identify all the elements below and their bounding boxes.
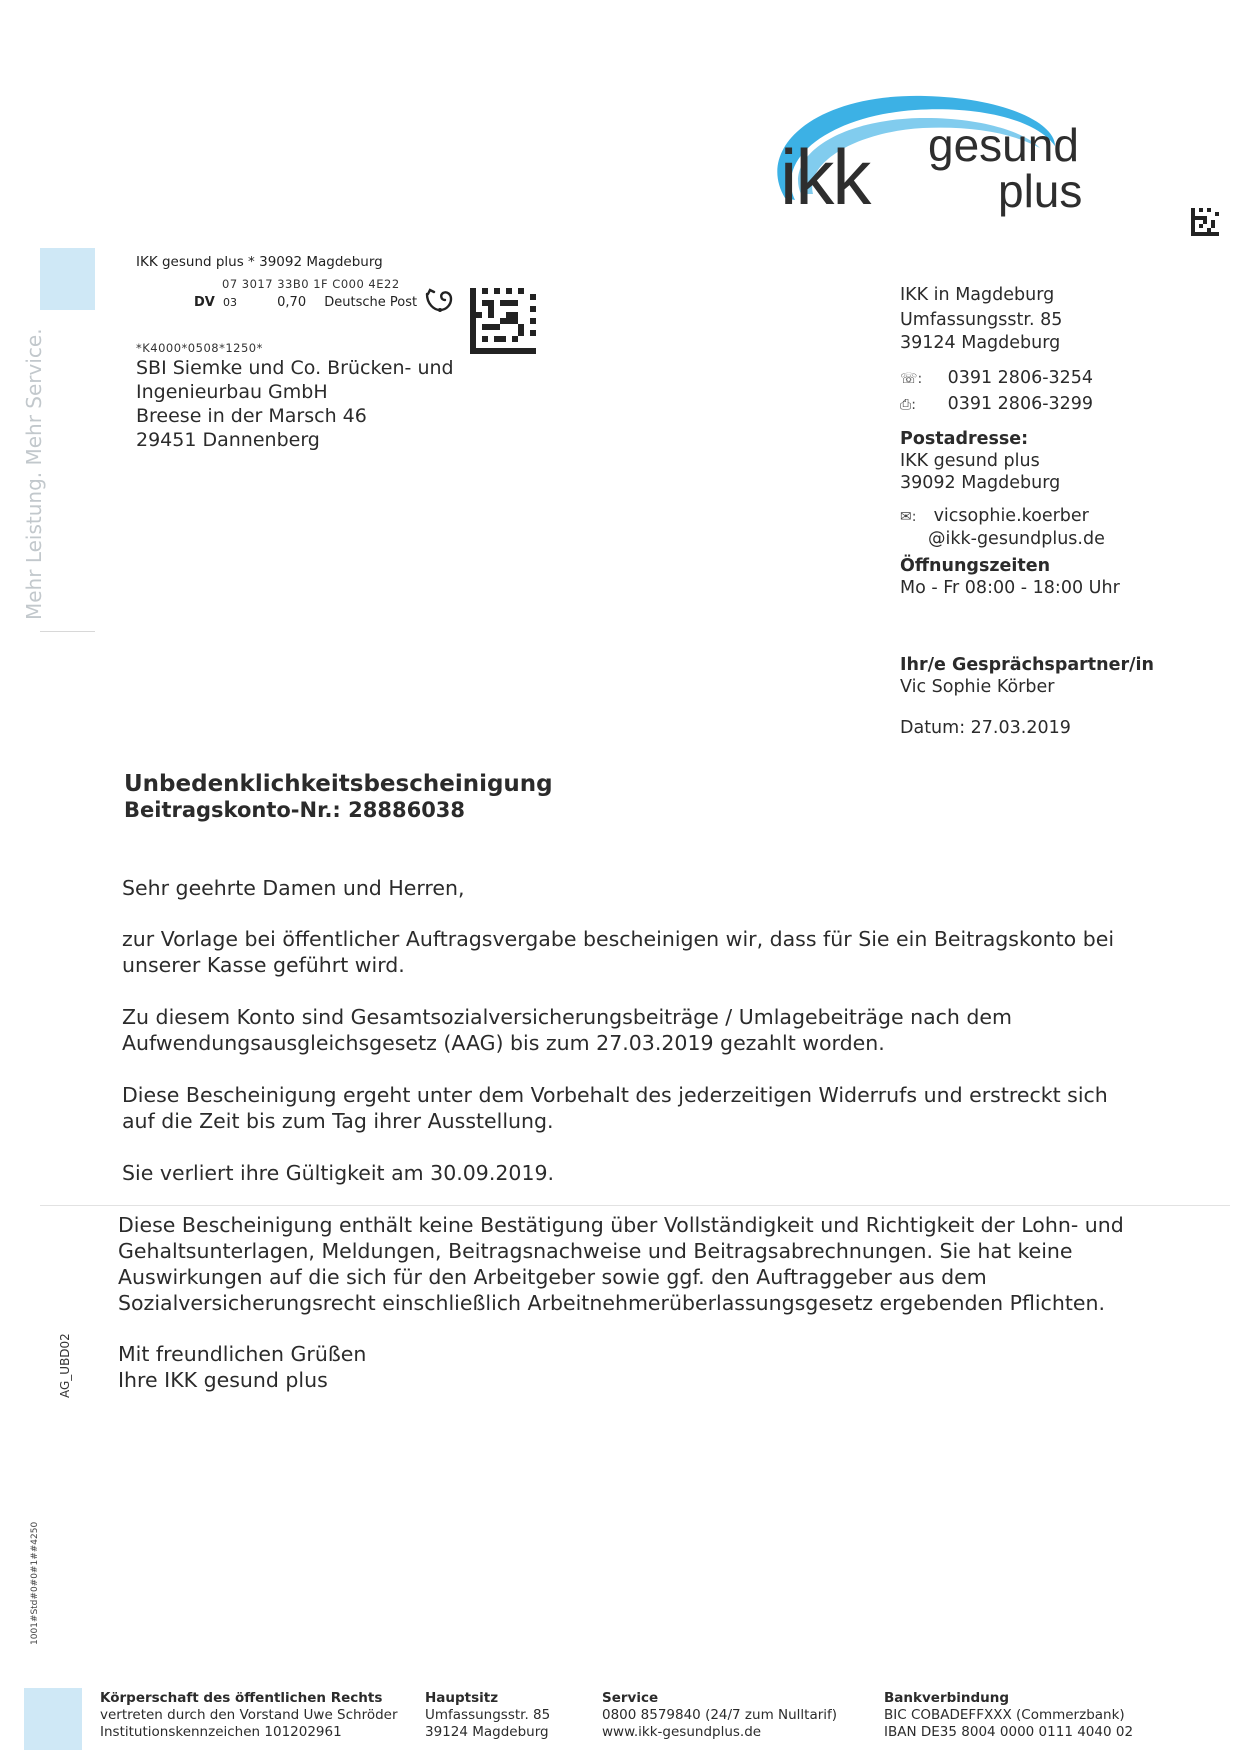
recipient-line: Ingenieurbau GmbH — [136, 381, 328, 403]
recipient-address — [136, 356, 454, 452]
fax-number: 0391 2806-3299 — [947, 394, 1094, 414]
footer-hq-line: Umfassungsstr. 85 — [425, 1707, 551, 1723]
email-icon: ✉: — [900, 509, 917, 525]
footer-website-link[interactable]: www.ikk-gesundplus.de — [602, 1724, 762, 1740]
franking-amount: 0,70 — [277, 295, 307, 310]
paragraph-line: Diese Bescheinigung enthält keine Bestätigung über Vollständigkeit und Richtigkeit der Lohn- und — [118, 1213, 1124, 1237]
sidebar-accent-box — [40, 248, 95, 310]
paragraph-line: Zu diesem Konto sind Gesamtsozialversicherungsbeiträge / Umlagebeiträge nach dem — [122, 1005, 1013, 1029]
franking-dv: DV — [194, 295, 215, 310]
paragraph-line: Auswirkungen auf die sich für den Arbeitgeber sowie ggf. den Auftraggeber aus dem — [118, 1265, 987, 1289]
footer-legal — [100, 1690, 398, 1741]
footer-hq-heading: Hauptsitz — [425, 1690, 499, 1706]
posthorn-icon — [424, 288, 454, 314]
email-user[interactable]: vicsophie.koerber — [933, 506, 1089, 526]
recipient-line: 29451 Dannenberg — [136, 429, 320, 451]
footer-bank-heading: Bankverbindung — [884, 1690, 1010, 1706]
footer-bank-iban: IBAN DE35 8004 0000 0111 4040 02 — [884, 1724, 1134, 1740]
closing-signature: Ihre IKK gesund plus — [118, 1368, 328, 1392]
email-row — [900, 505, 1089, 528]
footer-service — [602, 1690, 837, 1741]
postal-label-text: Postadresse: — [900, 429, 1029, 449]
hours-label — [900, 555, 1050, 577]
fax-row — [900, 393, 1093, 416]
fold-divider — [40, 1205, 1230, 1206]
document-code: 1001#Std#0#0#1##4250 — [30, 1521, 40, 1645]
footer-headquarters — [425, 1690, 550, 1741]
postal-name: IKK gesund plus — [900, 451, 1040, 471]
paragraph-1 — [122, 926, 1132, 978]
recipient-line: Breese in der Marsch 46 — [136, 405, 367, 427]
paragraph-3 — [122, 1082, 1132, 1134]
letter-date: Datum: 27.03.2019 — [900, 718, 1071, 738]
paragraph-2 — [122, 1004, 1132, 1056]
salutation: Sehr geehrte Damen und Herren, — [122, 876, 465, 900]
paragraph-4: Sie verliert ihre Gültigkeit am 30.09.2019. — [122, 1161, 555, 1185]
paragraph-line: Gehaltsunterlagen, Meldungen, Beitragsnachweise und Beitragsabrechnungen. Sie hat keine — [118, 1239, 1073, 1263]
email-domain[interactable]: @ikk-gesundplus.de — [928, 529, 1105, 549]
subject-title: Unbedenklichkeitsbescheinigung — [124, 771, 553, 797]
footer-service-phone[interactable]: 0800 8579840 (24/7 zum Nulltarif) — [602, 1707, 838, 1723]
postal-label — [900, 428, 1028, 450]
paragraph-line: auf die Zeit bis zum Tag ihrer Ausstellung. — [122, 1109, 554, 1133]
account-number: Beitragskonto-Nr.: 28886038 — [124, 798, 466, 822]
paragraph-line: zur Vorlage bei öffentlicher Auftragsvergabe bescheinigen wir, dass für Sie ein Beitragskonto bei — [122, 927, 1115, 951]
franking-carrier: Deutsche Post — [324, 295, 418, 310]
footer-legal-heading: Körperschaft des öffentlichen Rechts — [100, 1690, 383, 1706]
footer-legal-line: vertreten durch den Vorstand Uwe Schröder — [100, 1707, 398, 1723]
form-code: AG_UBD02 — [58, 1333, 72, 1398]
phone-number[interactable]: 0391 2806-3254 — [947, 368, 1094, 388]
footer-legal-line: Institutionskennzeichen 101202961 — [100, 1724, 342, 1740]
franking-dv-number: 03 — [223, 296, 237, 309]
phone-icon: ☏: — [900, 371, 923, 387]
footer-bank-bic: BIC COBADEFFXXX (Commerzbank) — [884, 1707, 1125, 1723]
paragraph-line: unserer Kasse geführt wird. — [122, 953, 405, 977]
closing-greeting: Mit freundlichen Grüßen — [118, 1342, 367, 1366]
hours-label-text: Öffnungszeiten — [900, 556, 1051, 576]
footer-accent-box — [24, 1688, 82, 1750]
office-city: 39124 Magdeburg — [900, 333, 1061, 353]
recipient-line: SBI Siemke und Co. Brücken- und — [136, 357, 454, 379]
logo-ikk-text: ikk — [780, 133, 870, 221]
recipient-code: *K4000*0508*1250* — [136, 341, 263, 355]
franking-code: 07 3017 33B0 1F C000 4E22 — [222, 277, 400, 291]
franking-datamatrix-icon — [470, 288, 536, 354]
fax-icon: ⎙: — [900, 397, 916, 413]
opening-hours: Mo - Fr 08:00 - 18:00 Uhr — [900, 578, 1120, 598]
logo-gesund-text: gesund — [928, 119, 1079, 171]
partner-label-text: Ihr/e Gesprächspartner/in — [900, 655, 1154, 675]
sender-line: IKK gesund plus * 39092 Magdeburg — [136, 254, 383, 270]
paragraph-line: Diese Bescheinigung ergeht unter dem Vorbehalt des jederzeitigen Widerrufs und erstreckt sich — [122, 1083, 1108, 1107]
franking-line — [194, 295, 417, 310]
paragraph-line: Aufwendungsausgleichsgesetz (AAG) bis zum 27.03.2019 gezahlt worden. — [122, 1031, 885, 1055]
footer-bank — [884, 1690, 1133, 1741]
partner-label — [900, 654, 1154, 676]
sidebar-slogan: Mehr Leistung. Mehr Service. — [22, 328, 46, 620]
logo-plus-text: plus — [998, 165, 1083, 217]
footer-hq-line: 39124 Magdeburg — [425, 1724, 549, 1740]
postal-city: 39092 Magdeburg — [900, 473, 1061, 493]
partner-name: Vic Sophie Körber — [900, 677, 1055, 697]
datamatrix-code-icon — [1191, 208, 1219, 236]
paragraph-line: Sozialversicherungsrecht einschließlich Arbeitnehmerüberlassungsgesetz ergebenden Pflichten. — [118, 1291, 1105, 1315]
phone-row — [900, 367, 1093, 390]
footer-service-heading: Service — [602, 1690, 659, 1706]
office-name: IKK in Magdeburg — [900, 285, 1055, 305]
office-street: Umfassungsstr. 85 — [900, 310, 1063, 330]
paragraph-5 — [118, 1212, 1148, 1316]
